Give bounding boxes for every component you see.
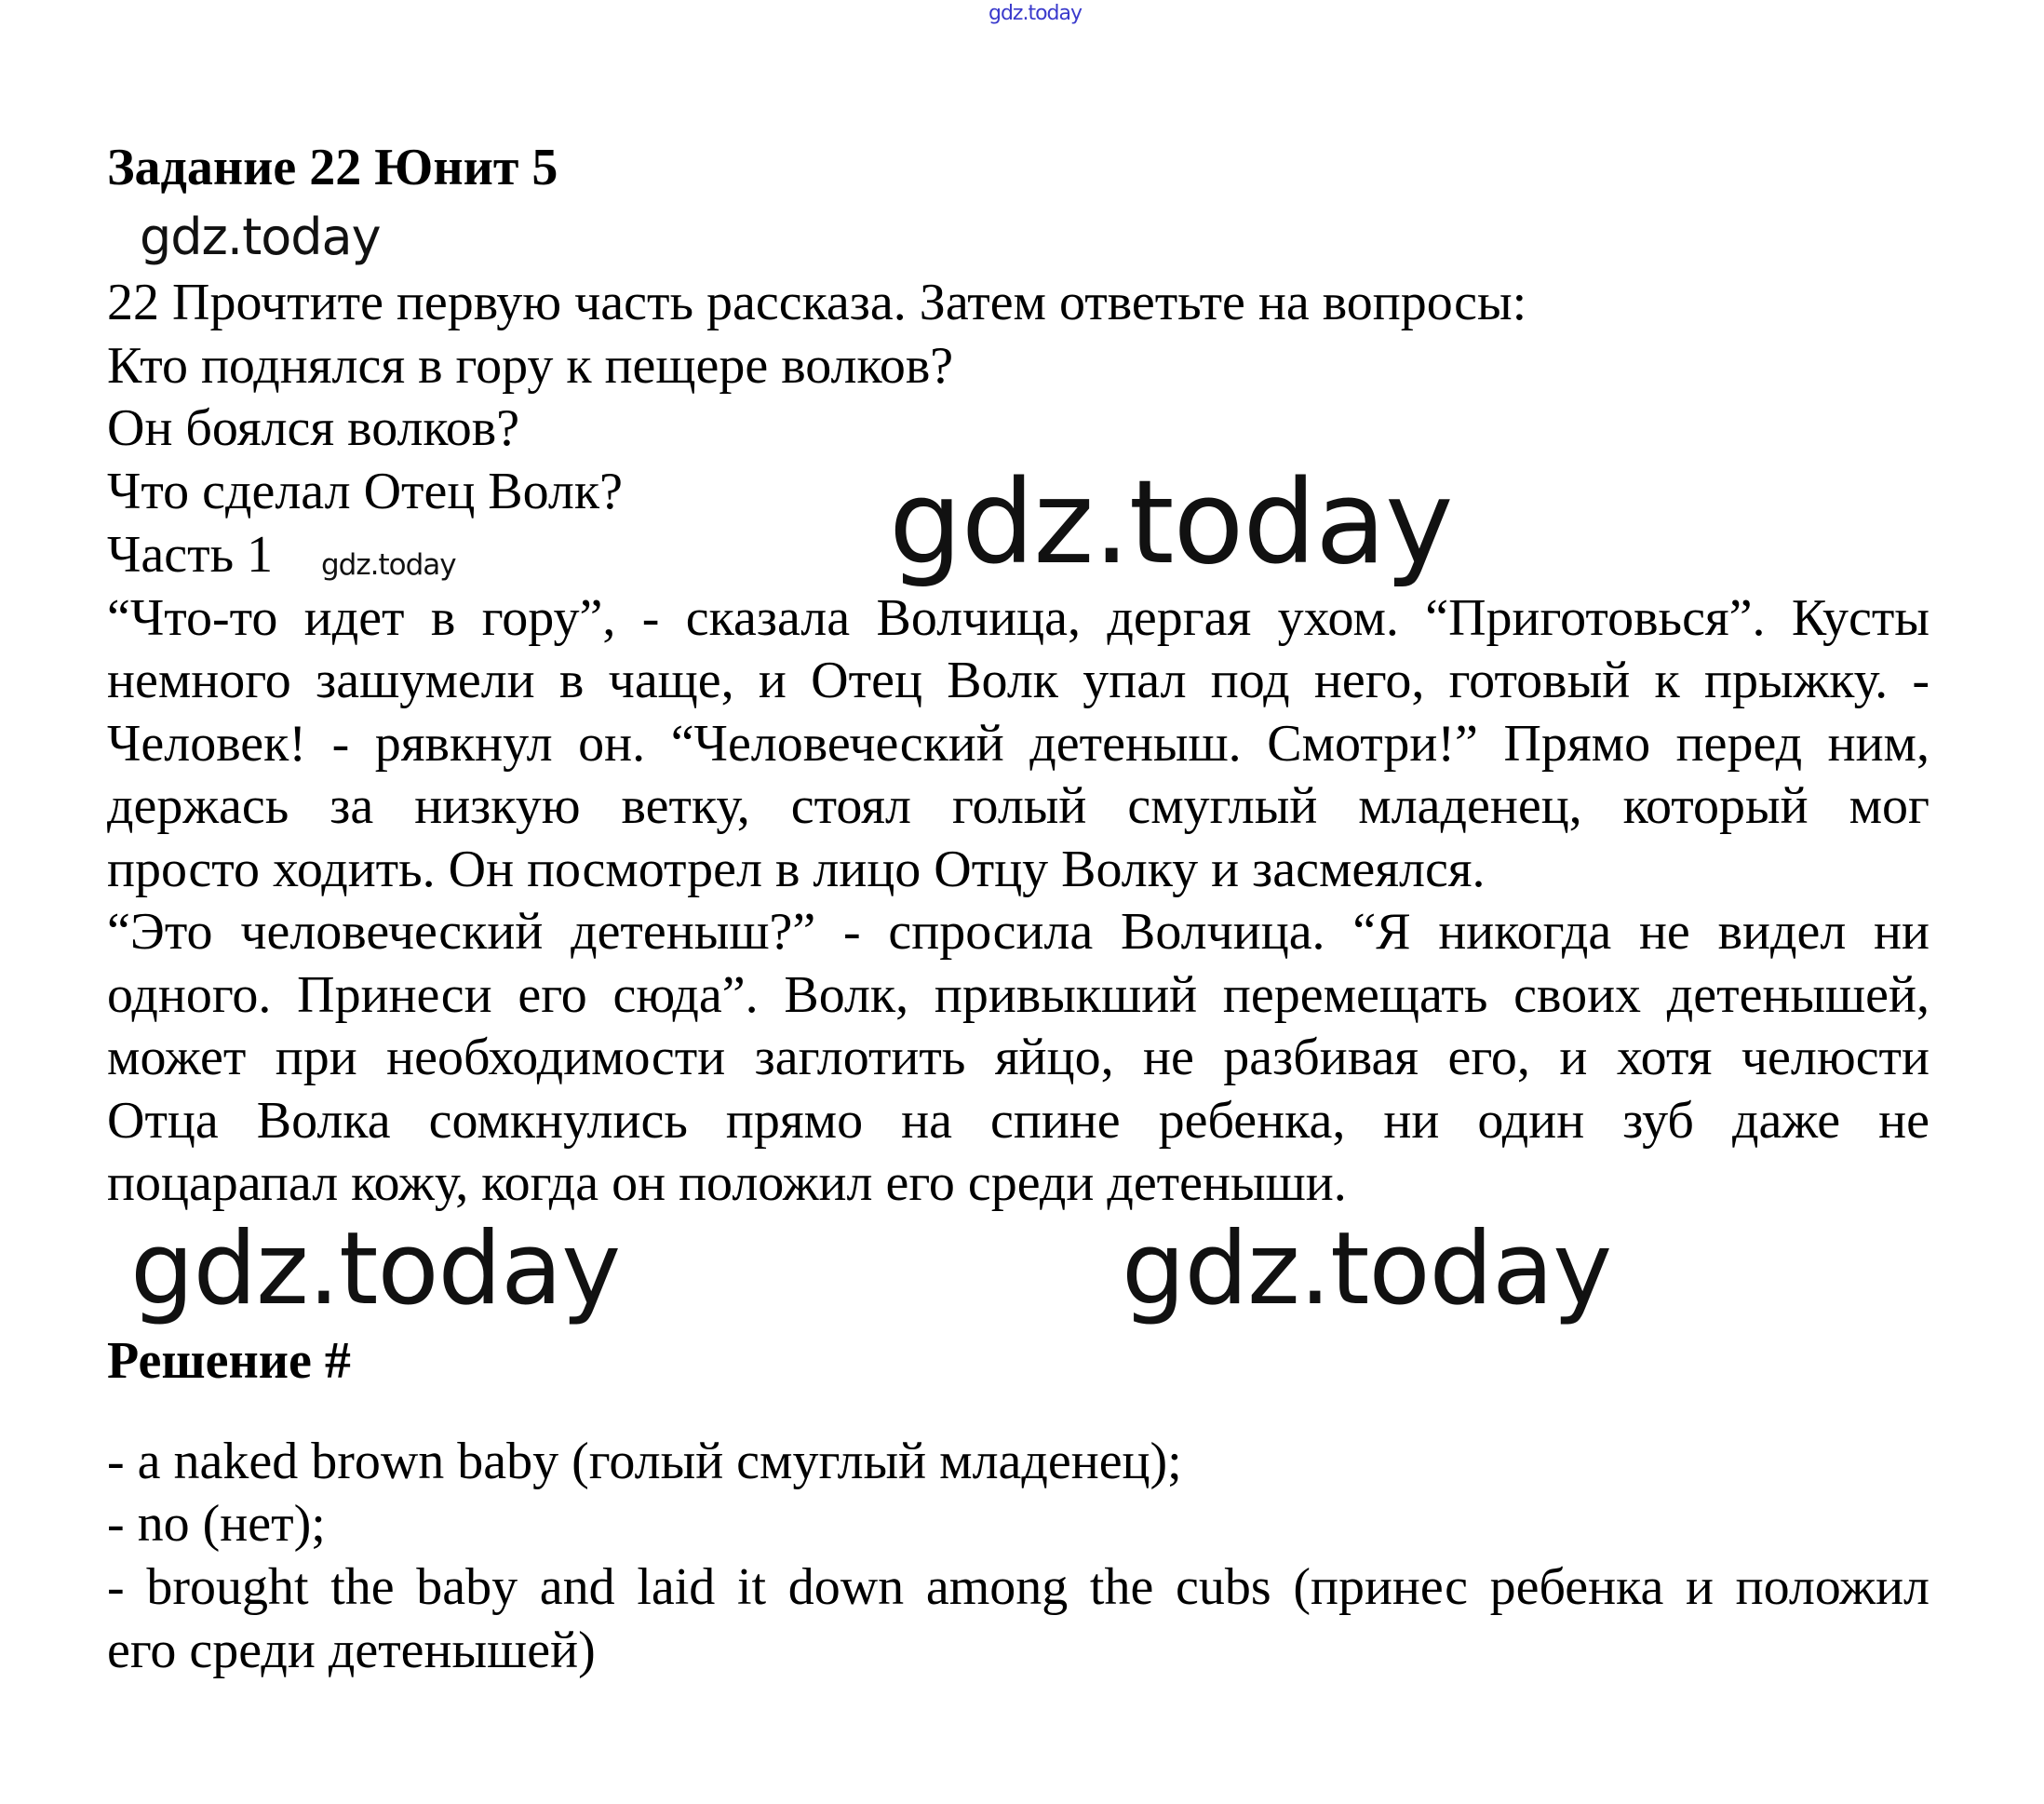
watermark-top: gdz.today	[988, 2, 1083, 25]
watermark-bottom-left: gdz.today	[130, 1211, 621, 1327]
part-label: Часть 1	[107, 526, 274, 584]
story-line: немного зашумели в чаще, и Отец Волк упал под него, готовый к прыжку. -	[107, 652, 1930, 709]
story-line: поцарапал кожу, когда он положил его среди детеныши.	[107, 1154, 1347, 1212]
story-line: просто ходить. Он посмотрел в лицо Отцу Волку и засмеялся.	[107, 841, 1486, 898]
story-line: Отца Волка сомкнулись прямо на спине ребенка, ни один зуб даже не	[107, 1092, 1930, 1150]
answer-line: - brought the baby and laid it down among the cubs (принес ребенка и положил	[107, 1558, 1930, 1616]
watermark-small-mid: gdz.today	[321, 548, 456, 582]
story-line: одного. Принеси его сюда”. Волк, привыкший перемещать своих детенышей,	[107, 966, 1930, 1024]
watermark-bottom-right: gdz.today	[1122, 1211, 1612, 1327]
story-line: может при необходимости заглотить яйцо, не разбивая его, и хотя челюсти	[107, 1029, 1930, 1086]
question-2: Он боялся волков?	[107, 399, 520, 457]
watermark-under-title: gdz.today	[140, 208, 381, 266]
answer-line: - no (нет);	[107, 1495, 326, 1553]
answer-line: - a naked brown baby (голый смуглый младенец);	[107, 1433, 1182, 1490]
task-instruction: 22 Прочтите первую часть рассказа. Затем ответьте на вопросы:	[107, 274, 1527, 331]
story-line: держась за низкую ветку, стоял голый смуглый младенец, который мог	[107, 777, 1930, 835]
page-title: Задание 22 Юнит 5	[107, 139, 558, 196]
watermark-center-big: gdz.today	[889, 456, 1453, 590]
story-line: “Это человеческий детеныш?” - спросила Волчица. “Я никогда не видел ни	[107, 903, 1930, 961]
answer-line: его среди детенышей)	[107, 1622, 596, 1679]
story-line: “Что-то идет в гору”, - сказала Волчица, дергая ухом. “Приготовься”. Кусты	[107, 589, 1930, 647]
question-1: Кто поднялся в гору к пещере волков?	[107, 337, 954, 395]
question-3: Что сделал Отец Волк?	[107, 463, 623, 520]
solution-heading: Решение #	[107, 1332, 351, 1390]
story-line: Человек! - рявкнул он. “Человеческий детеныш. Смотри!” Прямо перед ним,	[107, 715, 1930, 773]
